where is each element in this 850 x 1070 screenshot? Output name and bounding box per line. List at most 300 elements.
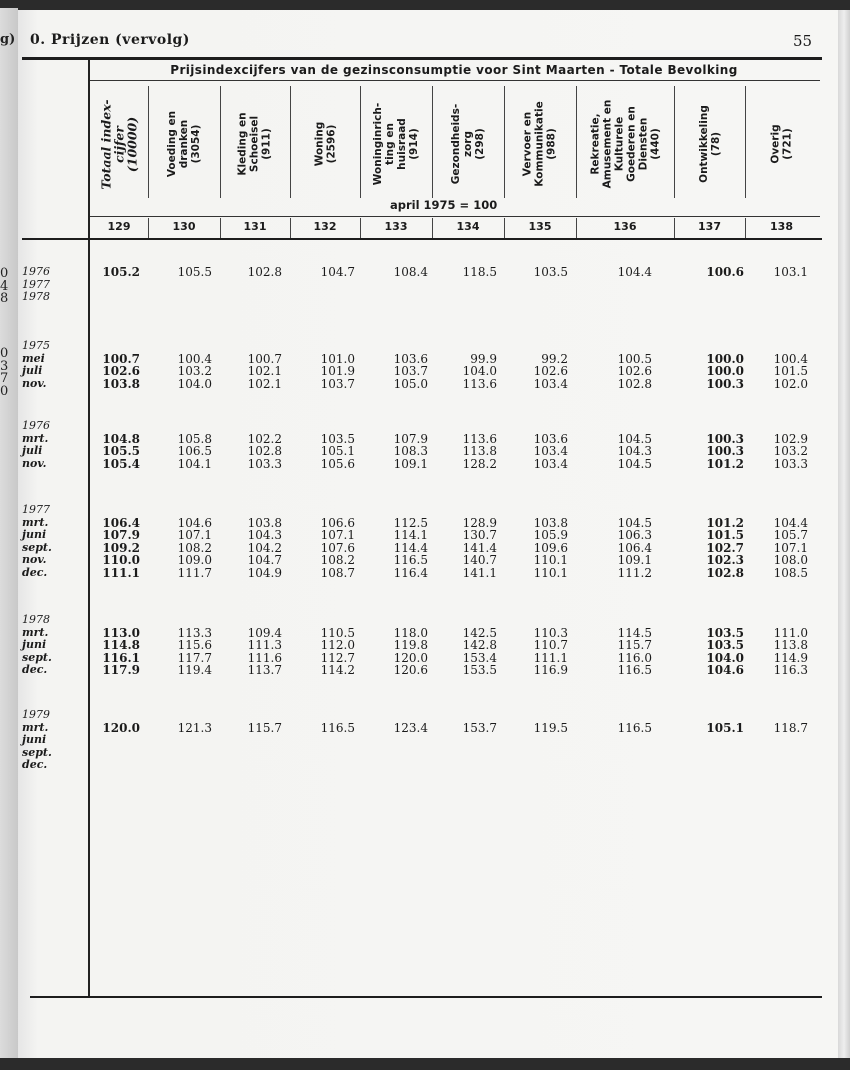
table-cell: 100.0 <box>706 351 744 366</box>
table-cell: 105.7 <box>773 528 808 542</box>
table-cell: 103.1 <box>773 265 808 279</box>
table-cell: 113.3 <box>177 625 212 640</box>
table-cell: 107.1 <box>773 540 808 555</box>
table-cell: 116.9 <box>533 663 568 677</box>
table-cell: 101.2 <box>706 456 744 471</box>
year-label: 1977 <box>22 503 50 516</box>
column-header-label <box>698 105 722 183</box>
table-cell: 104.2 <box>247 540 282 555</box>
table-cell: 99.2 <box>541 351 568 366</box>
table-cell: 118.5 <box>462 265 497 279</box>
month-label: juli <box>22 444 43 457</box>
year-label: 1978 <box>22 290 50 303</box>
table-cell: 107.1 <box>320 528 355 542</box>
table-cell: 109.1 <box>617 553 652 567</box>
table-cell: 103.4 <box>533 456 568 471</box>
table-cell: 104.3 <box>247 528 282 542</box>
table-cell: 112.5 <box>393 515 428 530</box>
column-number-divider <box>432 218 433 238</box>
column-number: 131 <box>243 220 267 233</box>
table-cell: 104.0 <box>177 376 212 391</box>
year-label: 1976 <box>22 265 50 278</box>
table-cell: 120.0 <box>393 650 428 665</box>
column-header-line: Goederen en <box>624 106 637 182</box>
table-cell: 116.5 <box>393 553 428 567</box>
row-group-labels <box>22 266 50 304</box>
month-label: mrt. <box>22 515 49 529</box>
table-cell: 102.7 <box>706 540 744 555</box>
table-cell: 130.7 <box>462 528 497 542</box>
table-cell: 117.9 <box>102 663 140 677</box>
table-cell: 102.3 <box>706 553 744 567</box>
previous-page-fragment: 0 <box>0 383 9 399</box>
table-cell: 108.0 <box>773 553 808 567</box>
table-cell: 112.7 <box>320 650 355 665</box>
month-label: mei <box>22 351 45 365</box>
table-cell: 104.0 <box>462 364 497 378</box>
previous-page-fragment: 3 <box>0 358 9 374</box>
table-cell: 106.3 <box>617 528 652 542</box>
table-cell: 104.7 <box>320 265 355 279</box>
table-cell: 111.1 <box>102 565 140 580</box>
table-cell: 100.7 <box>247 351 282 366</box>
previous-page-fragment: 0 <box>0 346 9 361</box>
table-cell: 103.8 <box>102 376 140 391</box>
table-cell: 113.6 <box>462 431 497 446</box>
table-cell: 114.5 <box>617 625 652 640</box>
table-cell: 108.2 <box>177 540 212 555</box>
table-cell: 100.4 <box>773 351 808 366</box>
table-cell: 121.3 <box>177 720 212 735</box>
base-note: april 1975 = 100 <box>390 198 498 212</box>
table-cell: 105.0 <box>393 376 428 391</box>
year-label: 1976 <box>22 419 50 432</box>
table-cell: 100.6 <box>706 265 744 279</box>
column-divider <box>674 86 675 198</box>
column-header-line: (914) <box>408 128 420 160</box>
row-group-labels <box>22 340 50 390</box>
column-header-line: Woninginrich- <box>372 102 384 186</box>
table-cell: 103.3 <box>773 456 808 471</box>
table-cell: 100.3 <box>706 431 744 446</box>
column-header-134 <box>432 84 504 204</box>
column-number: 132 <box>313 220 337 233</box>
table-cell: 101.2 <box>706 515 744 530</box>
column-divider <box>745 86 746 198</box>
column-divider <box>220 86 221 198</box>
column-divider <box>504 86 505 198</box>
table-cell: 104.4 <box>617 265 652 279</box>
column-header-line: (10000) <box>124 116 140 172</box>
table-cell: 119.4 <box>177 663 212 677</box>
table-cell: 116.5 <box>617 663 652 677</box>
column-header-135 <box>504 84 576 204</box>
table-cell: 128.9 <box>462 515 497 530</box>
table-cell: 113.7 <box>247 663 282 677</box>
table-cell: 100.4 <box>177 351 212 366</box>
month-label: nov. <box>22 553 47 566</box>
table-cell: 116.5 <box>617 720 652 735</box>
table-cell: 104.6 <box>706 663 744 677</box>
table-cell: 112.0 <box>320 638 355 652</box>
table-cell: 103.7 <box>320 376 355 391</box>
month-label: sept. <box>22 650 52 664</box>
table-cell: 105.6 <box>320 456 355 471</box>
table-cell: 108.4 <box>393 265 428 279</box>
table-cell: 104.3 <box>617 444 652 458</box>
table-cell: 119.5 <box>533 720 568 735</box>
table-cell: 116.4 <box>393 565 428 580</box>
column-number-divider <box>576 218 577 238</box>
table-cell: 100.5 <box>617 351 652 366</box>
column-header-line: huisraad <box>396 118 408 170</box>
table-cell: 103.5 <box>533 265 568 279</box>
table-cell: 101.0 <box>320 351 355 366</box>
table-cell: 105.9 <box>533 528 568 542</box>
table-bottom-rule <box>30 996 822 998</box>
column-header-line: (2596) <box>325 124 337 164</box>
table-cell: 103.2 <box>177 364 212 378</box>
table-cell: 115.7 <box>617 638 652 652</box>
table-cell: 102.1 <box>247 364 282 378</box>
month-label: dec. <box>22 758 48 771</box>
table-title: Prijsindexcijfers van de gezinsconsumptie voor Sint Maarten - Totale Bevolking <box>170 63 738 77</box>
table-cell: 102.6 <box>533 364 568 378</box>
column-header-line: (721) <box>781 128 794 160</box>
table-cell: 104.6 <box>177 515 212 530</box>
month-label: juli <box>22 364 43 377</box>
column-header-line: Amusement en <box>600 99 613 189</box>
column-divider <box>432 86 433 198</box>
table-cell: 111.1 <box>533 650 568 665</box>
column-header-label <box>770 124 794 163</box>
table-cell: 115.7 <box>247 720 282 735</box>
table-cell: 106.5 <box>177 444 212 458</box>
scan-top-border <box>0 0 850 10</box>
row-group-labels <box>22 614 52 677</box>
section-title: 0. Prijzen (vervolg) <box>30 32 190 48</box>
table-cell: 102.0 <box>773 376 808 391</box>
table-cell: 141.1 <box>462 565 497 580</box>
column-header-129 <box>90 84 148 204</box>
column-divider <box>576 86 577 198</box>
table-cell: 105.2 <box>102 265 140 279</box>
page-number: 55 <box>793 32 813 50</box>
month-label: dec. <box>22 565 48 579</box>
table-cell: 142.8 <box>462 638 497 652</box>
table-cell: 103.5 <box>706 625 744 640</box>
column-header-line: (3054) <box>190 124 202 164</box>
column-header-line: zorg <box>462 130 475 158</box>
table-cell: 106.4 <box>102 515 140 530</box>
table-cell: 100.3 <box>706 376 744 391</box>
column-header-label <box>313 122 337 167</box>
table-cell: 109.0 <box>177 553 212 567</box>
table-cell: 120.0 <box>102 720 140 735</box>
column-header-line: (440) <box>648 128 661 160</box>
table-cell: 111.3 <box>247 638 282 652</box>
column-header-line: dranken <box>178 119 190 169</box>
table-cell: 108.5 <box>773 565 808 580</box>
column-divider <box>360 86 361 198</box>
column-header-line: (911) <box>261 128 273 160</box>
table-cell: 113.6 <box>462 376 497 391</box>
table-cell: 102.2 <box>247 431 282 446</box>
table-cell: 105.5 <box>177 265 212 279</box>
table-cell: 153.4 <box>462 650 497 665</box>
column-header-line: cijfer <box>111 125 127 163</box>
table-cell: 123.4 <box>393 720 428 735</box>
column-header-line: Vervoer en <box>522 111 534 177</box>
table-cell: 108.2 <box>320 553 355 567</box>
month-label: nov. <box>22 456 47 470</box>
column-header-133 <box>360 84 432 204</box>
table-cell: 103.6 <box>393 351 428 366</box>
year-label: 1975 <box>22 339 50 352</box>
table-cell: 103.5 <box>706 638 744 652</box>
previous-page-fragment: 4 <box>0 278 9 294</box>
table-cell: 109.2 <box>102 540 140 555</box>
previous-page-edge <box>0 8 18 1060</box>
table-cell: 107.6 <box>320 540 355 555</box>
column-number-divider <box>220 218 221 238</box>
table-cell: 100.0 <box>706 364 744 378</box>
table-cell: 110.3 <box>533 625 568 640</box>
table-cell: 140.7 <box>462 553 497 567</box>
table-cell: 111.2 <box>617 565 652 580</box>
column-header-label <box>237 112 273 175</box>
table-cell: 114.9 <box>773 650 808 665</box>
column-header-136 <box>576 84 674 204</box>
column-number-divider <box>148 218 149 238</box>
table-cell: 114.4 <box>393 540 428 555</box>
column-header-line: Woning <box>313 121 325 167</box>
table-cell: 103.4 <box>533 376 568 391</box>
column-header-line: Schoeisel <box>249 115 261 173</box>
table-cell: 102.1 <box>247 376 282 391</box>
column-header-131 <box>220 84 290 204</box>
table-cell: 115.6 <box>177 638 212 652</box>
column-number: 138 <box>770 220 793 233</box>
table-cell: 110.1 <box>533 565 568 580</box>
table-cell: 110.5 <box>320 625 355 640</box>
table-cell: 107.9 <box>102 528 140 542</box>
column-number-divider <box>674 218 675 238</box>
table-cell: 110.1 <box>533 553 568 567</box>
page-edge <box>838 10 850 1058</box>
month-label: juni <box>22 528 47 541</box>
table-cell: 106.4 <box>617 540 652 555</box>
table-cell: 109.4 <box>247 625 282 640</box>
table-cell: 119.8 <box>393 638 428 652</box>
table-cell: 116.1 <box>102 650 140 665</box>
table-cell: 104.4 <box>773 515 808 530</box>
table-cell: 105.5 <box>102 444 140 458</box>
table-cell: 141.4 <box>462 540 497 555</box>
month-label: mrt. <box>22 720 49 734</box>
table-cell: 100.3 <box>706 444 744 458</box>
table-cell: 113.8 <box>462 444 497 458</box>
row-group-labels <box>22 420 50 470</box>
column-header-line: (988) <box>546 128 558 160</box>
column-header-138 <box>745 84 818 204</box>
column-header-label <box>589 100 661 189</box>
scan-bottom-border <box>0 1058 850 1070</box>
table-cell: 105.4 <box>102 456 140 471</box>
column-header-line: Ontwikkeling <box>697 105 710 183</box>
column-header-label <box>166 111 202 177</box>
column-header-label <box>100 99 139 189</box>
year-label: 1978 <box>22 613 50 626</box>
table-cell: 111.6 <box>247 650 282 665</box>
table-cell: 111.7 <box>177 565 212 580</box>
column-header-line: Overig <box>769 124 782 164</box>
table-cell: 102.8 <box>247 444 282 458</box>
column-number-divider <box>290 218 291 238</box>
table-cell: 103.6 <box>533 431 568 446</box>
table-cell: 105.8 <box>177 431 212 446</box>
table-cell: 106.6 <box>320 515 355 530</box>
table-cell: 142.5 <box>462 625 497 640</box>
month-label: sept. <box>22 540 52 554</box>
table-cell: 118.7 <box>773 720 808 735</box>
column-header-label <box>450 104 486 184</box>
previous-page-fragment: 0 <box>0 266 9 281</box>
month-label: juni <box>22 638 47 651</box>
row-group-labels <box>22 504 52 579</box>
table-cell: 110.7 <box>533 638 568 652</box>
column-number-divider <box>504 218 505 238</box>
column-number: 136 <box>613 220 637 233</box>
column-header-line: Rekreatie, <box>588 113 601 175</box>
table-cell: 101.5 <box>773 364 808 378</box>
table-cell: 103.4 <box>533 444 568 458</box>
column-header-line: Kommunikatie <box>534 101 546 187</box>
column-header-line: Totaal index- <box>98 98 114 190</box>
header-rule <box>22 57 822 60</box>
table-cell: 102.8 <box>706 565 744 580</box>
table-cell: 101.5 <box>706 528 744 542</box>
column-number: 137 <box>698 220 721 233</box>
table-cell: 102.6 <box>102 364 140 378</box>
month-label: nov. <box>22 376 47 390</box>
table-cell: 117.7 <box>177 650 212 665</box>
table-cell: 114.2 <box>320 663 355 677</box>
base-rule <box>90 216 820 217</box>
table-cell: 110.0 <box>102 553 140 567</box>
column-number-divider <box>745 218 746 238</box>
column-header-line: (298) <box>474 128 487 160</box>
table-cell: 153.7 <box>462 720 497 735</box>
table-cell: 103.5 <box>320 431 355 446</box>
table-cell: 108.7 <box>320 565 355 580</box>
table-cell: 109.6 <box>533 540 568 555</box>
month-label: mrt. <box>22 625 49 639</box>
column-header-130 <box>148 84 220 204</box>
column-number-divider <box>360 218 361 238</box>
column-header-line: ting en <box>384 123 396 165</box>
table-cell: 116.3 <box>773 663 808 677</box>
previous-page-fragment: 8 <box>0 291 9 306</box>
table-cell: 103.8 <box>247 515 282 530</box>
table-cell: 103.8 <box>533 515 568 530</box>
table-cell: 103.3 <box>247 456 282 471</box>
table-cell: 102.8 <box>617 376 652 391</box>
table-cell: 103.7 <box>393 364 428 378</box>
column-number-rule <box>22 238 822 240</box>
table-cell: 107.9 <box>393 431 428 446</box>
table-cell: 113.8 <box>773 638 808 652</box>
year-label: 1979 <box>22 708 50 721</box>
previous-page-fragment: 7 <box>0 371 9 386</box>
month-label: juni <box>22 733 47 746</box>
table-cell: 103.2 <box>773 444 808 458</box>
table-cell: 118.0 <box>393 625 428 640</box>
column-number: 133 <box>384 220 408 233</box>
table-cell: 116.5 <box>320 720 355 735</box>
column-header-line: Kleding en <box>237 112 249 176</box>
table-cell: 105.1 <box>320 444 355 458</box>
table-cell: 116.0 <box>617 650 652 665</box>
column-header-132 <box>290 84 360 204</box>
table-cell: 102.8 <box>247 265 282 279</box>
column-header-line: Gezondheids- <box>450 103 463 185</box>
row-group-labels <box>22 709 52 772</box>
table-cell: 108.3 <box>393 444 428 458</box>
table-cell: 128.2 <box>462 456 497 471</box>
column-header-label <box>522 101 558 186</box>
table-cell: 102.9 <box>773 431 808 446</box>
column-number: 134 <box>456 220 480 233</box>
table-cell: 104.5 <box>617 456 652 471</box>
table-cell: 109.1 <box>393 456 428 471</box>
table-cell: 104.1 <box>177 456 212 471</box>
column-header-line: Diensten <box>636 117 649 171</box>
month-label: sept. <box>22 745 52 759</box>
table-cell: 104.5 <box>617 515 652 530</box>
table-cell: 114.1 <box>393 528 428 542</box>
table-cell: 104.9 <box>247 565 282 580</box>
title-underline <box>90 80 820 81</box>
column-header-line: Voeding en <box>166 110 178 178</box>
table-cell: 104.5 <box>617 431 652 446</box>
table-cell: 105.1 <box>706 720 744 735</box>
table-cell: 113.0 <box>102 625 140 640</box>
table-cell: 111.0 <box>773 625 808 640</box>
column-header-line: Kulturele <box>612 116 625 172</box>
table-cell: 104.8 <box>102 431 140 446</box>
table-cell: 153.5 <box>462 663 497 677</box>
table-cell: 104.0 <box>706 650 744 665</box>
column-divider <box>148 86 149 198</box>
column-header-label <box>372 103 420 185</box>
column-header-line: (78) <box>709 131 722 157</box>
table-cell: 102.6 <box>617 364 652 378</box>
month-label: dec. <box>22 663 48 676</box>
column-number: 130 <box>172 220 196 233</box>
column-divider <box>290 86 291 198</box>
column-number: 135 <box>528 220 552 233</box>
table-cell: 104.7 <box>247 553 282 567</box>
table-cell: 107.1 <box>177 528 212 542</box>
table-cell: 114.8 <box>102 638 140 652</box>
column-number: 129 <box>107 220 131 233</box>
table-cell: 99.9 <box>470 351 497 366</box>
table-cell: 101.9 <box>320 364 355 378</box>
table-cell: 120.6 <box>393 663 428 677</box>
month-label: mrt. <box>22 431 49 445</box>
column-header-137 <box>674 84 745 204</box>
